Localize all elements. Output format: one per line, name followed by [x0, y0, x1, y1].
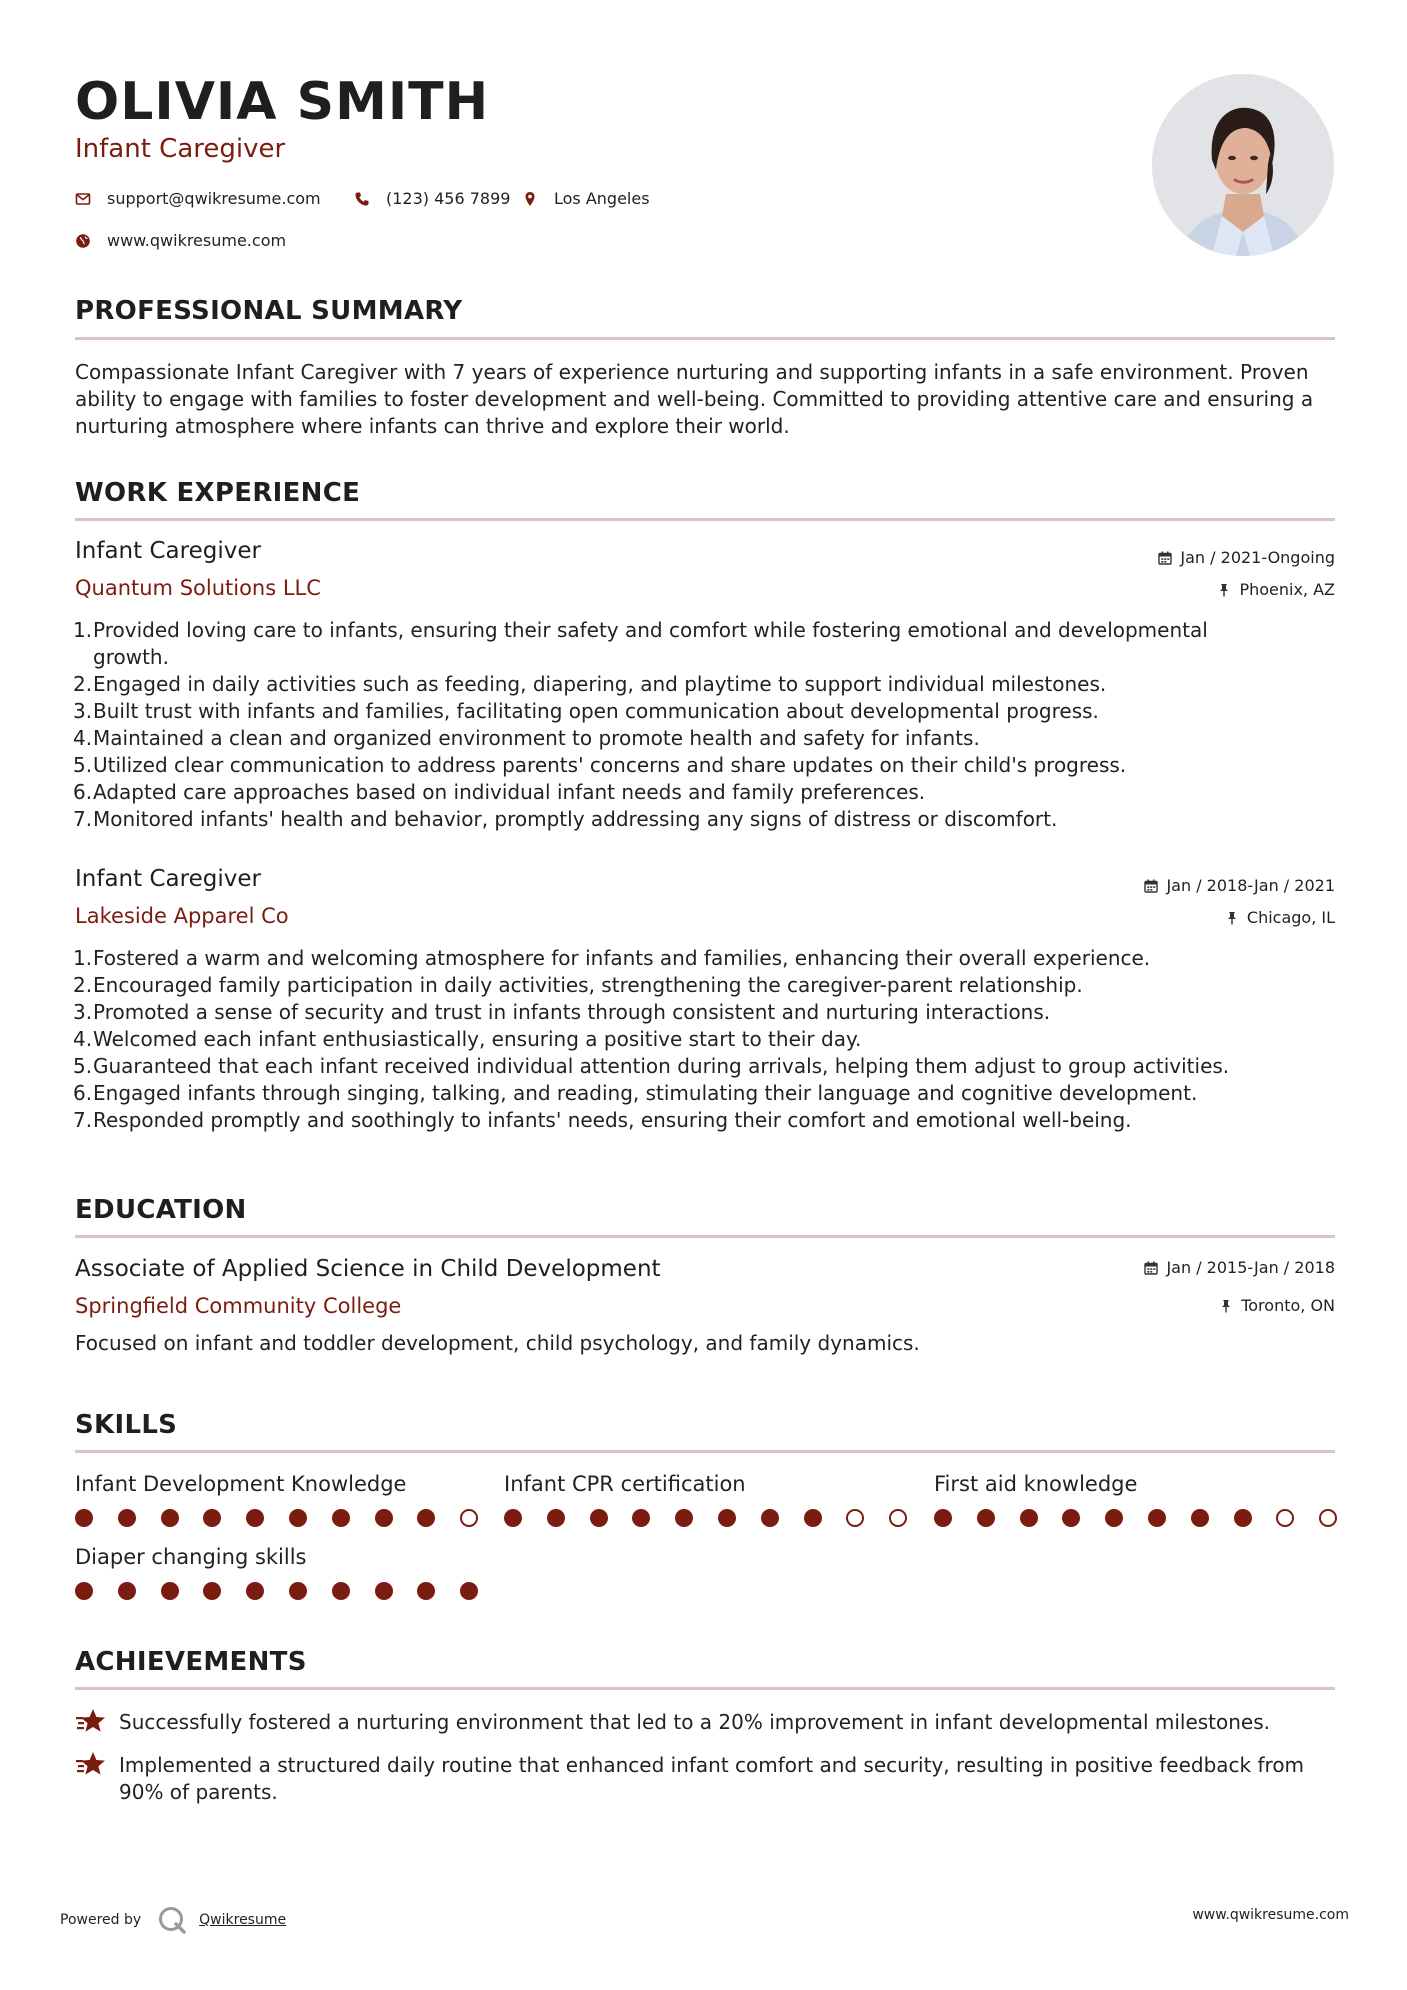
list-item: 3. Built trust with infants and families, facilitating open communication about developmental progress.: [73, 699, 1099, 723]
school-name: Springfield Community College: [75, 1294, 402, 1318]
job-company: Lakeside Apparel Co: [75, 904, 289, 928]
rating-dot-filled: [75, 1509, 93, 1527]
education-location-text: Toronto, ON: [1241, 1296, 1335, 1315]
profile-photo: [1152, 74, 1334, 256]
rating-dot-filled: [977, 1509, 995, 1527]
rating-dot-empty: [1319, 1509, 1337, 1527]
rating-dot-filled: [547, 1509, 565, 1527]
skill-label: Infant Development Knowledge: [75, 1472, 407, 1496]
rating-dot-empty: [889, 1509, 907, 1527]
calendar-icon: [1144, 879, 1158, 893]
envelope-icon: [75, 191, 91, 207]
rating-dot-filled: [1062, 1509, 1080, 1527]
duty-text: Fostered a warm and welcoming atmosphere for infants and families, enhancing their overall experience.: [93, 946, 1151, 970]
phone-icon: [354, 191, 370, 207]
skill-rating: [75, 1509, 503, 1527]
rating-dot-filled: [375, 1509, 393, 1527]
rating-dot-filled: [1105, 1509, 1123, 1527]
section-divider: [75, 1235, 1335, 1238]
star-award-icon: [75, 1707, 107, 1737]
duty-text: Engaged in daily activities such as feeding, diapering, and playtime to support individual milestones.: [93, 672, 1107, 696]
skill-label: Infant CPR certification: [504, 1472, 746, 1496]
rating-dot-empty: [460, 1509, 478, 1527]
job-location-text: Chicago, IL: [1246, 908, 1335, 927]
experience-heading: WORK EXPERIENCE: [75, 478, 361, 508]
list-item: 1. Provided loving care to infants, ensuring their safety and comfort while fostering emotional and developmental growth.: [73, 618, 1208, 669]
duty-text: Welcomed each infant enthusiastically, ensuring a positive start to their day.: [93, 1027, 862, 1051]
rating-dot-filled: [161, 1509, 179, 1527]
list-item: 2. Engaged in daily activities such as feeding, diapering, and playtime to support individual milestones.: [73, 672, 1107, 696]
globe-icon: [75, 233, 91, 249]
pushpin-icon: [1225, 911, 1239, 925]
qwikresume-logo-icon: [157, 1905, 187, 1935]
contact-location: [522, 189, 650, 208]
job-title: Infant Caregiver: [75, 866, 261, 892]
job-dates: [1144, 876, 1335, 895]
section-divider: [75, 1450, 1335, 1453]
rating-dot-filled: [246, 1509, 264, 1527]
list-item: 1. Fostered a warm and welcoming atmosphere for infants and families, enhancing their overall experience.: [73, 946, 1151, 970]
rating-dot-filled: [203, 1509, 221, 1527]
degree-title: Associate of Applied Science in Child Development: [75, 1256, 661, 1282]
duty-text: Engaged infants through singing, talking, and reading, stimulating their language and cognitive development.: [93, 1081, 1198, 1105]
duty-text: Utilized clear communication to address parents' concerns and share updates on their child's progress.: [93, 753, 1127, 777]
rating-dot-filled: [761, 1509, 779, 1527]
job-title: Infant Caregiver: [75, 538, 261, 564]
achievements-heading: ACHIEVEMENTS: [75, 1647, 307, 1677]
job-duties-list: [75, 617, 1285, 833]
duty-text: Responded promptly and soothingly to infants' needs, ensuring their comfort and emotional well-being.: [93, 1108, 1132, 1132]
website-text: www.qwikresume.com: [107, 231, 287, 250]
rating-dot-filled: [75, 1582, 93, 1600]
rating-dot-filled: [504, 1509, 522, 1527]
education-heading: EDUCATION: [75, 1195, 247, 1225]
education-dates: [1144, 1258, 1335, 1277]
rating-dot-filled: [246, 1582, 264, 1600]
pushpin-icon: [1219, 1299, 1233, 1313]
section-divider: [75, 1687, 1335, 1690]
map-pin-icon: [522, 191, 538, 207]
duty-text: Maintained a clean and organized environment to promote health and safety for infants.: [93, 726, 980, 750]
achievement-item: [75, 1709, 1335, 1737]
duty-text: Promoted a sense of security and trust in infants through consistent and nurturing interactions.: [93, 1000, 1051, 1024]
calendar-icon: [1144, 1261, 1158, 1275]
candidate-name: OLIVIA SMITH: [75, 72, 490, 132]
rating-dot-filled: [460, 1582, 478, 1600]
job-dates: [1158, 548, 1335, 567]
pushpin-icon: [1217, 583, 1231, 597]
rating-dot-filled: [632, 1509, 650, 1527]
rating-dot-filled: [804, 1509, 822, 1527]
rating-dot-empty: [846, 1509, 864, 1527]
section-divider: [75, 337, 1335, 340]
duty-text: Adapted care approaches based on individual infant needs and family preferences.: [93, 780, 926, 804]
duty-text: Provided loving care to infants, ensuring their safety and comfort while fostering emotional and developmental growth.: [93, 618, 1208, 669]
footer-branding: [60, 1905, 286, 1935]
section-divider: [75, 518, 1335, 521]
rating-dot-filled: [718, 1509, 736, 1527]
job-duties-list: [75, 945, 1285, 1134]
job-company: Quantum Solutions LLC: [75, 576, 321, 600]
rating-dot-filled: [118, 1582, 136, 1600]
list-item: 5. Utilized clear communication to address parents' concerns and share updates on their child's progress.: [73, 753, 1127, 777]
skill-label: First aid knowledge: [934, 1472, 1138, 1496]
list-item: 4. Maintained a clean and organized environment to promote health and safety for infants.: [73, 726, 980, 750]
summary-text: Compassionate Infant Caregiver with 7 years of experience nurturing and supporting infants in a safe environment. Proven ability to engage with families to foster development and well-being. Committed to providing attentive care and ensuring a nurturing atmosphere where infants can thrive and explore their world.: [75, 360, 1314, 438]
duty-text: Monitored infants' health and behavior, promptly addressing any signs of distress or discomfort.: [93, 807, 1058, 831]
skill-rating: [934, 1509, 1362, 1527]
list-item: 5. Guaranteed that each infant received individual attention during arrivals, helping them adjust to group activities.: [73, 1054, 1230, 1078]
job-location: [1225, 908, 1335, 927]
duty-text: Guaranteed that each infant received individual attention during arrivals, helping them adjust to group activities.: [93, 1054, 1230, 1078]
skill-rating: [504, 1509, 932, 1527]
rating-dot-filled: [332, 1509, 350, 1527]
rating-dot-filled: [375, 1582, 393, 1600]
education-dates-text: Jan / 2015-Jan / 2018: [1166, 1258, 1335, 1277]
achievement-text: Implemented a structured daily routine that enhanced infant comfort and security, resulting in positive feedback from 90% of parents.: [119, 1753, 1305, 1804]
skills-heading: SKILLS: [75, 1410, 178, 1440]
rating-dot-filled: [1020, 1509, 1038, 1527]
rating-dot-filled: [417, 1509, 435, 1527]
calendar-icon: [1158, 551, 1172, 565]
achievement-text: Successfully fostered a nurturing environment that led to a 20% improvement in infant developmental milestones.: [119, 1710, 1271, 1734]
job-location-text: Phoenix, AZ: [1239, 580, 1335, 599]
list-item: 7. Monitored infants' health and behavior, promptly addressing any signs of distress or discomfort.: [73, 807, 1058, 831]
phone-text: (123) 456 7899: [386, 189, 511, 208]
contact-website[interactable]: [75, 231, 286, 250]
rating-dot-filled: [675, 1509, 693, 1527]
contact-phone[interactable]: [354, 189, 510, 208]
brand-link[interactable]: Qwikresume: [199, 1912, 287, 1928]
rating-dot-filled: [1148, 1509, 1166, 1527]
duty-text: Encouraged family participation in daily activities, strengthening the caregiver-parent relationship.: [93, 973, 1083, 997]
rating-dot-filled: [417, 1582, 435, 1600]
candidate-title: Infant Caregiver: [75, 134, 286, 164]
list-item: 6. Engaged infants through singing, talking, and reading, stimulating their language and cognitive development.: [73, 1081, 1198, 1105]
powered-by-label: Powered by: [60, 1912, 142, 1928]
email-text: support@qwikresume.com: [107, 189, 321, 208]
list-item: 7. Responded promptly and soothingly to infants' needs, ensuring their comfort and emotional well-being.: [73, 1108, 1132, 1132]
rating-dot-filled: [332, 1582, 350, 1600]
footer-website[interactable]: www.qwikresume.com: [1192, 1907, 1349, 1923]
skill-label: Diaper changing skills: [75, 1545, 307, 1569]
rating-dot-filled: [203, 1582, 221, 1600]
summary-heading: PROFESSIONAL SUMMARY: [75, 296, 463, 326]
rating-dot-filled: [118, 1509, 136, 1527]
star-award-icon: [75, 1750, 107, 1780]
rating-dot-filled: [1191, 1509, 1209, 1527]
contact-email[interactable]: [75, 189, 321, 208]
list-item: 3. Promoted a sense of security and trust in infants through consistent and nurturing interactions.: [73, 1000, 1051, 1024]
rating-dot-filled: [1234, 1509, 1252, 1527]
list-item: 4. Welcomed each infant enthusiastically, ensuring a positive start to their day.: [73, 1027, 862, 1051]
rating-dot-filled: [289, 1509, 307, 1527]
education-description: Focused on infant and toddler development, child psychology, and family dynamics.: [75, 1331, 920, 1355]
rating-dot-filled: [161, 1582, 179, 1600]
rating-dot-empty: [1276, 1509, 1294, 1527]
location-text: Los Angeles: [554, 189, 650, 208]
skill-rating: [75, 1582, 503, 1600]
job-dates-text: Jan / 2021-Ongoing: [1180, 548, 1335, 567]
achievement-item: [75, 1752, 1335, 1806]
rating-dot-filled: [289, 1582, 307, 1600]
rating-dot-filled: [590, 1509, 608, 1527]
rating-dot-filled: [934, 1509, 952, 1527]
list-item: 6. Adapted care approaches based on individual infant needs and family preferences.: [73, 780, 926, 804]
education-location: [1219, 1296, 1335, 1315]
list-item: 2. Encouraged family participation in daily activities, strengthening the caregiver-parent relationship.: [73, 973, 1083, 997]
job-dates-text: Jan / 2018-Jan / 2021: [1166, 876, 1335, 895]
job-location: [1217, 580, 1335, 599]
duty-text: Built trust with infants and families, facilitating open communication about developmental progress.: [93, 699, 1099, 723]
